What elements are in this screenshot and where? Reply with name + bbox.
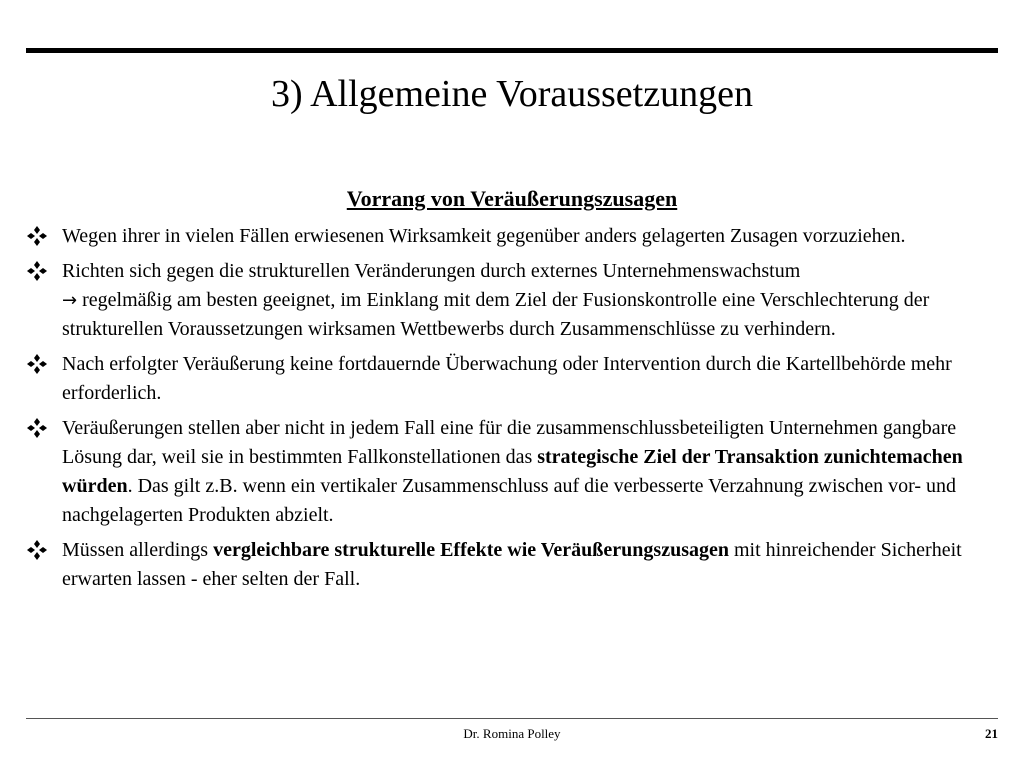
bullet-text: Nach erfolgter Veräußerung keine fortdauernde Überwachung oder Intervention durch die Kartellbehörde mehr erforderlich. bbox=[62, 353, 952, 404]
bullet-item bbox=[26, 222, 996, 251]
bullet-emphasis: vergleichbare strukturelle Effekte wie Veräußerungszusagen bbox=[213, 539, 729, 561]
four-diamond-bullet-icon bbox=[26, 260, 48, 282]
bullet-list bbox=[26, 222, 996, 600]
four-diamond-bullet-icon bbox=[26, 417, 48, 439]
bullet-text: Müssen allerdings bbox=[62, 539, 214, 561]
bullet-text-continued: . Das gilt z.B. wenn ein vertikaler Zusammenschluss auf die verbesserte Verzahnung zwischen vor- und nachgelagerten Produkten abzielt. bbox=[62, 475, 957, 526]
footer-rule bbox=[26, 718, 998, 719]
four-diamond-bullet-icon bbox=[26, 353, 48, 375]
section-subheading: Vorrang von Veräußerungszusagen bbox=[346, 186, 678, 211]
bullet-item bbox=[26, 414, 996, 530]
page-number: 21 bbox=[985, 726, 998, 741]
bullet-text: Veräußerungen stellen aber nicht in jedem Fall eine für die zusammenschlussbeteiligten Unternehmen gangbare Lösung dar, weil sie in bestimmten Fallkonstellationen das bbox=[62, 417, 957, 468]
bullet-item bbox=[26, 350, 996, 408]
footer-author: Dr. Romina Polley bbox=[463, 726, 561, 741]
bullet-item bbox=[26, 257, 996, 344]
right-arrow-icon: → bbox=[62, 290, 78, 311]
bullet-text: Richten sich gegen die strukturellen Veränderungen durch externes Unternehmenswachstum bbox=[62, 260, 801, 282]
bullet-text-continued: regelmäßig am besten geeignet, im Einklang mit dem Ziel der Fusionskontrolle eine Verschlechterung der strukturellen Voraussetzungen wirksamen Wettbewerbs durch Zusammenschlüsse zu verhindern. bbox=[62, 289, 930, 340]
bullet-emphasis: strategische Ziel der Transaktion zunichtemachen würden bbox=[62, 446, 963, 497]
bullet-text: Wegen ihrer in vielen Fällen erwiesenen Wirksamkeit gegenüber anders gelagerten Zusagen vorzuziehen. bbox=[62, 225, 906, 247]
four-diamond-bullet-icon bbox=[26, 539, 48, 561]
top-rule bbox=[26, 48, 998, 53]
bullet-item bbox=[26, 536, 996, 594]
slide-title: 3) Allgemeine Voraussetzungen bbox=[271, 73, 753, 115]
four-diamond-bullet-icon bbox=[26, 225, 48, 247]
bullet-text-continued: mit hinreichender Sicherheit erwarten lassen - eher selten der Fall. bbox=[62, 539, 962, 590]
